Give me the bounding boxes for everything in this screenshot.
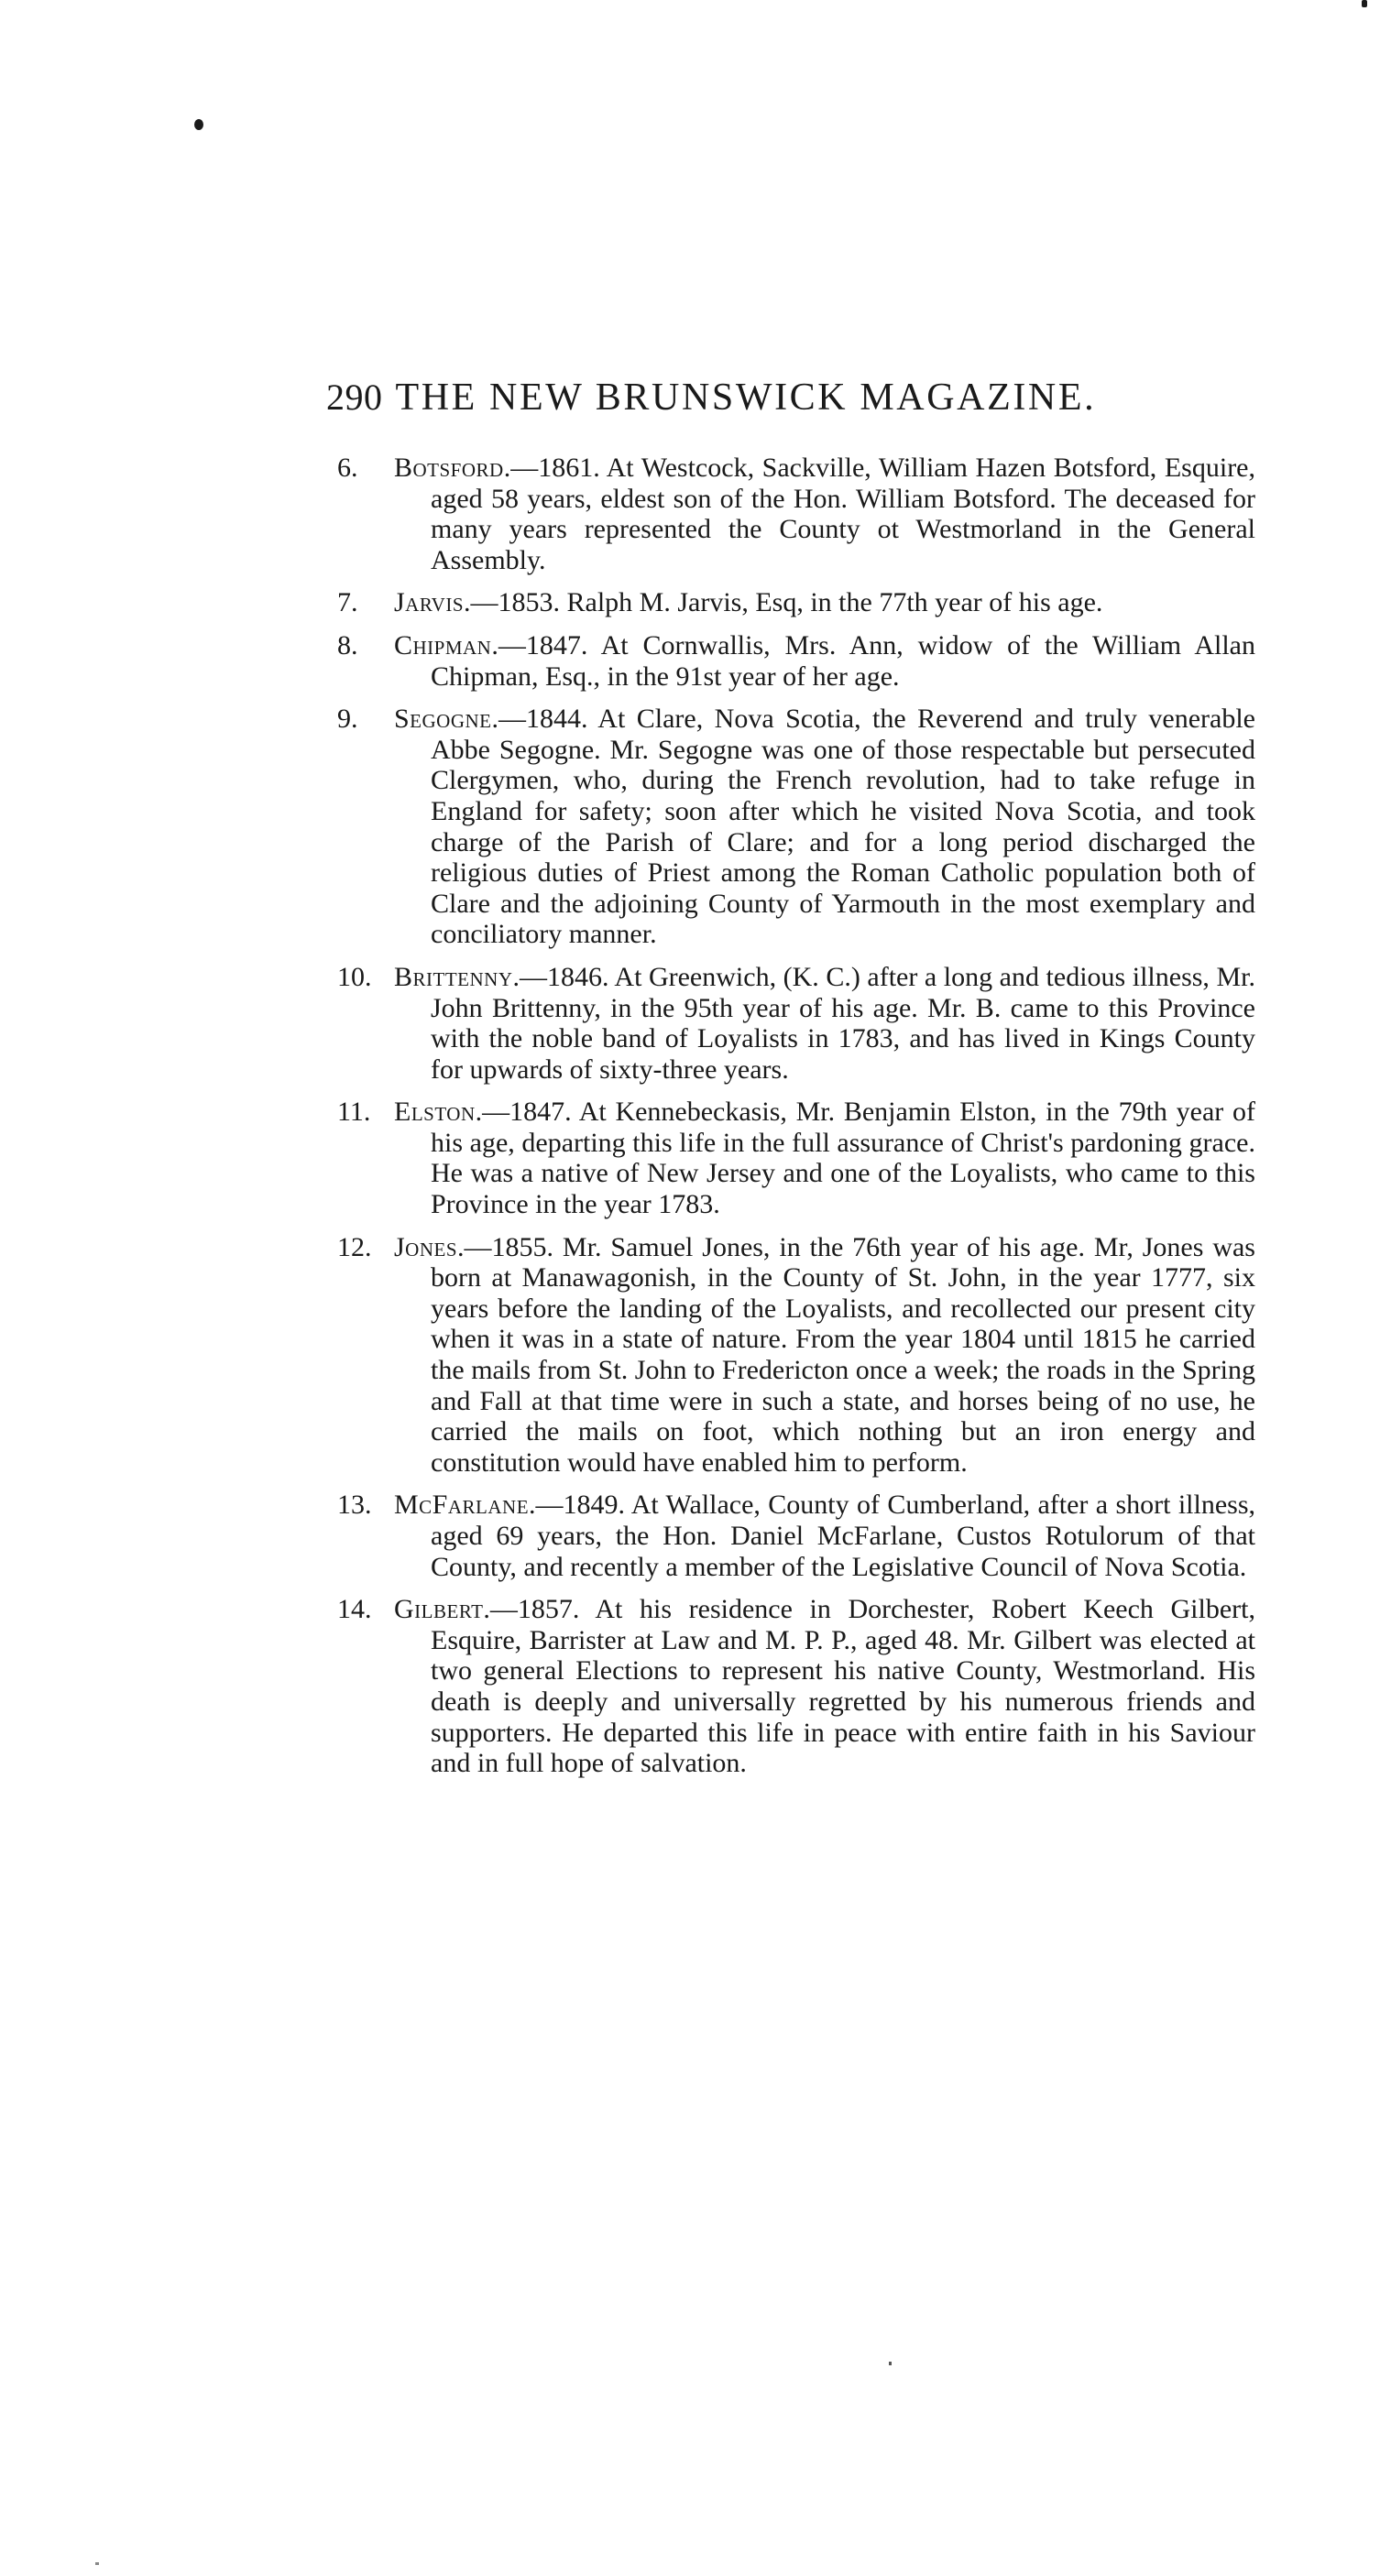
entry-number: 8. xyxy=(337,629,358,660)
obituary-entry xyxy=(328,1490,1255,1582)
entry-text xyxy=(394,1490,1255,1582)
entry-text xyxy=(394,587,1255,618)
entry-description: .—1846. At Greenwich, (K. C.) after a long and tedious illness, Mr. John Brittenny, in the 95th year of his age. Mr. B. came to this Province with the noble band of Loyalists in 1783, and has lived in Kings County for upwards of sixty-three years. xyxy=(431,961,1255,1085)
entry-number: 7. xyxy=(337,587,358,618)
entry-text xyxy=(394,962,1255,1085)
entry-surname: Jarvis xyxy=(394,587,465,618)
entry-description: .—1844. At Clare, Nova Scotia, the Reverend and truly venerable Abbe Segogne. Mr. Segogne was one of those respectable but persecuted Clergymen, who, during the French revolution, had to take refuge in England for safety; soon after which he visited Nova Scotia, and took charge of the Parish of Clare; and for a long period discharged the religious duties of Priest among the Roman Catholic population both of Clare and the adjoining County of Yarmouth in the most exemplary and conciliatory manner. xyxy=(431,704,1255,950)
corner-ink-mark xyxy=(1362,0,1367,7)
obituary-entry xyxy=(328,630,1255,692)
entry-number: 12. xyxy=(337,1231,372,1262)
entry-description: .—1849. At Wallace, County of Cumberland, after a short illness, aged 69 years, the Hon. Daniel McFarlane, Custos Rotulorum of that County, and recently a member of the Legislative Council of Nova Scotia. xyxy=(431,1490,1255,1582)
entry-surname: McFarlane xyxy=(394,1490,530,1521)
entry-surname: Gilbert xyxy=(394,1594,484,1625)
entry-text xyxy=(394,1232,1255,1479)
page-header xyxy=(326,376,1243,427)
entry-description: .—1855. Mr. Samuel Jones, in the 76th year of his age. Mr, Jones was born at Manawagonish, in the County of St. John, in the year 1777, six years before the landing of the Loyalists, and recollected our present city when it was in a state of nature. From the year 1804 until 1815 he carried the mails from St. John to Fredericton once a week; the roads in the Spring and Fall at that time were in such a state, and horses being of no use, he carried the mails on foot, which nothing but an iron energy and constitution would have enabled him to perform. xyxy=(431,1231,1255,1478)
obituary-entry xyxy=(328,453,1255,575)
entry-surname: Segogne xyxy=(394,704,492,735)
entry-number: 6. xyxy=(337,453,358,483)
ink-speck xyxy=(194,119,203,130)
entry-description: .—1853. Ralph M. Jarvis, Esq, in the 77th year of his age. xyxy=(464,587,1103,618)
entry-surname: Brittenny xyxy=(394,961,513,992)
ink-speck xyxy=(889,2362,892,2365)
entry-description: .—1857. At his residence in Dorchester, Robert Keech Gilbert, Esquire, Barrister at Law and M. P. P., aged 48. Mr. Gilbert was elected at two general Elections to represent his native County, Westmorland. His death is deeply and universally regretted by his numerous friends and supporters. He departed this life in peace with entire faith in his Saviour and in full hope of salvation. xyxy=(431,1594,1255,1779)
entry-number: 13. xyxy=(337,1490,372,1521)
entry-description: .—1847. At Cornwallis, Mrs. Ann, widow of the William Allan Chipman, Esq., in the 91st year of her age. xyxy=(431,629,1255,692)
obituary-entry xyxy=(328,704,1255,950)
running-title: THE NEW BRUNSWICK MAGAZINE. xyxy=(395,377,1097,419)
entry-description: .—1847. At Kennebeckasis, Mr. Benjamin Elston, in the 79th year of his age, departing this life in the full assurance of Christ's pardoning grace. He was a native of New Jersey and one of the Loyalists, who came to this Province in the year 1783. xyxy=(431,1097,1255,1220)
entry-text xyxy=(394,704,1255,950)
entry-surname: Chipman xyxy=(394,629,492,660)
entry-surname: Botsford xyxy=(394,453,504,483)
ink-speck xyxy=(95,2562,99,2565)
entry-surname: Elston xyxy=(394,1097,476,1128)
entry-number: 14. xyxy=(337,1594,372,1625)
entry-number: 10. xyxy=(337,961,372,992)
entry-surname: Jones xyxy=(394,1231,458,1262)
obituary-entry xyxy=(328,1232,1255,1479)
entry-text xyxy=(394,1097,1255,1219)
entry-number: 11. xyxy=(337,1097,371,1128)
entry-description: .—1861. At Westcock, Sackville, William Hazen Botsford, Esquire, aged 58 years, eldest son of the Hon. William Botsford. The deceased for many years represented the County ot Westmorland in the General Assembly. xyxy=(431,453,1255,575)
entry-text xyxy=(394,1594,1255,1779)
entry-text xyxy=(394,453,1255,575)
page-number: 290 xyxy=(326,377,383,418)
obituary-list xyxy=(328,453,1255,1791)
entry-number: 9. xyxy=(337,704,358,735)
obituary-entry xyxy=(328,587,1255,618)
entry-text xyxy=(394,630,1255,692)
obituary-entry xyxy=(328,1097,1255,1219)
obituary-entry xyxy=(328,1594,1255,1779)
obituary-entry xyxy=(328,962,1255,1085)
